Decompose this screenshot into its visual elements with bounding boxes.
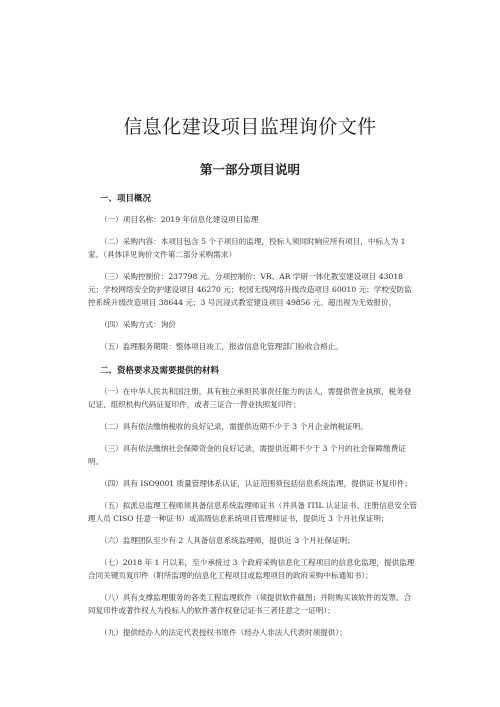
paragraph: （二）具有依法缴纳税收的良好记录，需提供近期不少于 3 个月企业纳税证明。	[100, 422, 368, 431]
paragraph: （九）提供经办人的法定代表授权书原件（经办人非法人代表时须提供）；	[100, 628, 347, 637]
paragraph: （三）具有依法缴纳社会保障资金的良好记录，需提供近期不少于 3 个月的社会保障缴费证明。	[88, 444, 406, 466]
paragraph: （一）项目名称：2019 年信息化建设项目监理	[100, 215, 259, 224]
paragraph: （八）具有支撑监理服务的各类工程监理软件（须提供软件截图；并附购买该软件的发票、合同复印件或著作权人为投标人的软件著作权登记证书三者任意之一证明）；	[88, 593, 412, 615]
paragraph: （七）2018 年 1 月以来，至少承接过 3 个政府采购信息化工程项目的信息化监理，提供监理合同关键页复印件（附所监理的信息化工程项目或监理项目的政府采购中标通知书）；	[88, 558, 415, 580]
paragraph: （三）采购控制价：237798 元。分项控制价：VR、AR 学研一体化教室建设项目 43018 元；学校网络安全防护建设项目 46270 元；校园无线网络升级改造项目 60010 元；学校安防监控系统升级改造项目 38644 元；3 号沉浸式教室建设项目 49856 元。超出视为无效报价。	[88, 272, 412, 307]
document-title: 信息化建设项目监理询价文件	[123, 116, 377, 138]
paragraph: （四）采购方式：询价	[100, 320, 176, 329]
section-heading-qualifications: 二、资格要求及需要提供的材料	[100, 366, 220, 376]
section-heading-overview: 一、项目概况	[100, 194, 152, 204]
paragraph: （四）具有 ISO9001 质量管理体系认证，认证范围须包括信息系统监理，提供证书复印件；	[100, 479, 412, 488]
paragraph: （五）拟派总监理工程师须具备信息系统监理师证书（并具备 ITIL 认证证书、注册信息安全管理人员 CISO 任意一种证书）或高级信息系统项目管理师证书，提供近 3 个月社保证明；	[88, 501, 418, 523]
paragraph: （五）监理服务期限：整体项目竣工，报省信息化管理部门验收合格止。	[100, 342, 343, 351]
paragraph: （六）监理团队至少有 2 人具备信息系统监理师，提供近 3 个月社保证明；	[100, 536, 355, 545]
paragraph: （一）在中华人民共和国注册，具有独立承担民事责任能力的法人，需提供营业执照、税务登记证、组织机构代码证复印件，或者三证合一营业执照复印件；	[88, 387, 412, 409]
part-title: 第一部分项目说明	[199, 162, 300, 177]
paragraph: （二）采购内容：本项目包含 5 个子项目的监理，投标人须同时响应所有项目，中标人为 1 家。（具体详见询价文件第二部分采购需求）	[88, 237, 406, 259]
document-body	[88, 192, 418, 648]
